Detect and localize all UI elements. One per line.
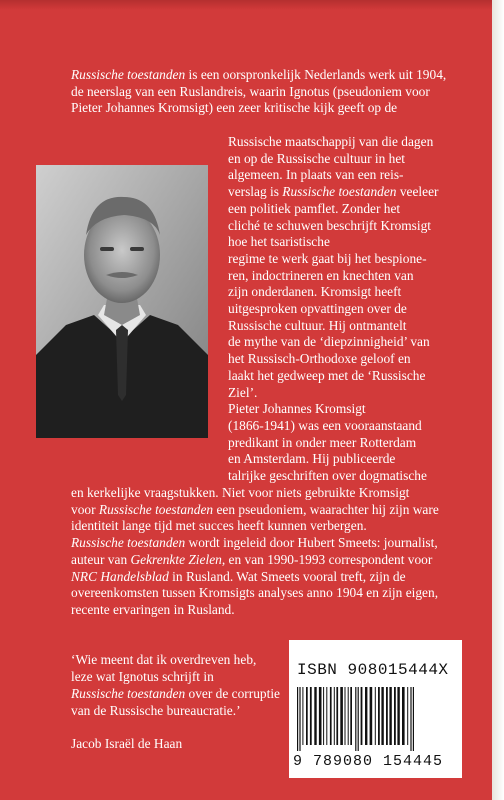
text-run: cliché te schuwen beschrijft Kromsigt	[228, 217, 432, 233]
text-line	[228, 284, 438, 301]
barcode-bar	[297, 687, 298, 751]
text-line	[228, 468, 438, 485]
barcode-bar	[361, 687, 363, 745]
text-run: en kerkelijke vraagstukken. Niet voor niets gebruikte Kromsigt	[71, 485, 410, 500]
italic-title: Russische toestanden	[98, 501, 214, 517]
text-run: verslag is	[228, 184, 283, 200]
italic-title: NRC Handelsblad	[71, 568, 169, 584]
book-page-edge	[492, 0, 504, 800]
text-run: predikant in onder meer Rotterdam	[228, 434, 417, 450]
text-line	[71, 100, 446, 117]
text-run: uitgesproken opvattingen over de	[228, 301, 407, 317]
barcode-bar	[310, 687, 312, 745]
text-run: Russische cultuur. Hij ontmantelt	[228, 317, 407, 333]
barcode-bar	[407, 687, 408, 745]
text-run: zijn onderdanen. Kromsigt heeft	[228, 284, 402, 300]
barcode-bar	[330, 687, 332, 745]
text-run: een politiek pamflet. Zonder het	[228, 200, 401, 216]
text-line	[228, 401, 438, 418]
barcode-bar	[314, 687, 316, 745]
quote-line-2: leze wat Ignotus schrijft in	[71, 669, 214, 684]
text-line	[71, 552, 439, 569]
text-line	[228, 451, 438, 468]
text-line	[71, 535, 439, 552]
blurb-intro	[71, 67, 446, 117]
text-line	[71, 67, 446, 84]
text-line	[228, 301, 438, 318]
text-run: laakt het gedweep met de ‘Russische	[228, 367, 426, 383]
italic-title: Russische toestanden	[282, 184, 397, 200]
text-run: veeleer	[396, 184, 439, 200]
text-run: Pieter Johannes Kromsigt) een zeer kritische kijk geeft op de	[71, 100, 398, 116]
text-line	[228, 151, 438, 168]
text-run: ren, indoctrineren en knechten van	[228, 267, 414, 283]
barcode-bar	[355, 687, 356, 751]
author-portrait	[36, 165, 208, 438]
quote-line-4: van de Russische bureaucratie.’	[71, 703, 241, 718]
barcode-bar	[348, 687, 349, 745]
ean-number: 9 789080 154445	[293, 753, 444, 770]
text-line	[228, 184, 438, 201]
isbn-label: ISBN 908015444X	[297, 661, 449, 679]
barcode-bar	[350, 687, 352, 745]
text-line	[228, 251, 438, 268]
text-line	[228, 318, 438, 335]
barcode-bar	[323, 687, 324, 745]
text-run: recente ervaringen in Rusland.	[71, 601, 235, 617]
text-run: en Amsterdam. Hij publiceerde	[228, 451, 396, 467]
italic-title: Russische toestanden	[71, 535, 186, 551]
text-run: wordt ingeleid door Hubert Smeets: journalist,	[185, 535, 438, 551]
barcode-bar	[365, 687, 367, 745]
text-line	[228, 351, 438, 368]
barcode-bars	[297, 687, 454, 751]
text-run: het Russisch-Orthodoxe geloof en	[228, 351, 411, 367]
text-line	[228, 334, 438, 351]
barcode-bar	[326, 687, 327, 745]
barcode-bar	[345, 687, 346, 745]
text-run: talrijke geschriften over dogmatische	[228, 468, 427, 484]
text-line	[71, 585, 439, 602]
text-run: , en van 1990-1993 correspondent voor	[221, 551, 433, 567]
barcode-bar	[370, 687, 373, 745]
text-line	[71, 602, 439, 619]
text-line	[228, 268, 438, 285]
barcode-bar	[378, 687, 380, 745]
blurb-beside-photo	[228, 134, 438, 485]
text-run: regime te werk gaat bij het bespione-	[228, 250, 427, 266]
barcode-bar	[302, 687, 303, 745]
barcode-bar	[410, 687, 411, 751]
text-line	[228, 435, 438, 452]
text-run: in Rusland. Wat Smeets vooral treft, zijn de	[168, 568, 406, 584]
text-run: algemeen. In plaats van een reis-	[228, 167, 404, 183]
text-line	[228, 418, 438, 435]
quote-line-3	[71, 686, 280, 703]
top-edge-shadow	[0, 0, 492, 10]
barcode-bar	[375, 687, 376, 745]
text-line	[228, 201, 438, 218]
text-line	[228, 234, 438, 251]
italic-title: Russische toestanden	[71, 67, 186, 82]
text-line	[71, 485, 439, 502]
barcode-bar	[334, 687, 335, 745]
text-line	[228, 368, 438, 385]
text-line	[71, 518, 439, 535]
text-line	[71, 569, 439, 586]
text-run: Pieter Johannes Kromsigt	[228, 401, 366, 417]
quote-line-3-rest: over de corruptie	[185, 686, 280, 701]
quote-book-title: Russische toestanden	[71, 686, 186, 701]
barcode-bar	[319, 687, 322, 745]
text-run: hoe het tsaristische	[228, 234, 330, 250]
text-line	[228, 134, 438, 151]
barcode-bar	[413, 687, 414, 751]
text-run: een pseudoniem, waarachter hij zijn ware	[213, 501, 439, 517]
italic-title: Gekrenkte Zielen	[130, 551, 222, 567]
text-line	[71, 84, 446, 101]
barcode-bar	[394, 687, 396, 745]
text-line	[228, 167, 438, 184]
barcode-bar	[402, 687, 405, 745]
barcode-bar	[381, 687, 383, 745]
text-run: de mythe van de ‘diepzinnigheid’ van	[228, 334, 430, 350]
text-run: de neerslag van een Ruslandreis, waarin Ignotus (pseudoniem voor	[71, 83, 430, 99]
text-run: en op de Russische cultuur in het	[228, 150, 406, 166]
text-line	[228, 218, 438, 235]
text-run: (1866-1941) was een vooraanstaand	[228, 417, 422, 433]
barcode-bar	[340, 687, 343, 745]
quote-line-1: ‘Wie meent dat ik overdreven heb,	[71, 652, 257, 667]
barcode-bar	[389, 687, 391, 745]
text-run: Ziel’.	[228, 384, 258, 400]
text-line	[71, 502, 439, 519]
text-line	[228, 385, 438, 402]
text-run: Russische maatschappij van die dagen	[228, 134, 434, 149]
barcode-bar	[306, 687, 308, 745]
barcode-bar	[358, 687, 359, 751]
text-run: is een oorspronkelijk Nederlands werk uit 1904,	[185, 67, 447, 82]
text-run: auteur van	[71, 551, 131, 567]
barcode-bar	[299, 687, 300, 751]
barcode-bar	[336, 687, 338, 745]
quote-author: Jacob Israël de Haan	[71, 736, 183, 751]
barcode-sticker	[289, 640, 462, 778]
barcode-bar	[386, 687, 388, 745]
barcode-bar	[397, 687, 399, 745]
text-run: voor	[71, 501, 99, 517]
text-run: identiteit lange tijd met succes heeft kunnen verbergen.	[71, 518, 367, 534]
text-run: overeenkomsten tussen Kromsigts analyses anno 1904 en zijn eigen,	[71, 585, 439, 601]
blurb-body	[71, 485, 439, 619]
